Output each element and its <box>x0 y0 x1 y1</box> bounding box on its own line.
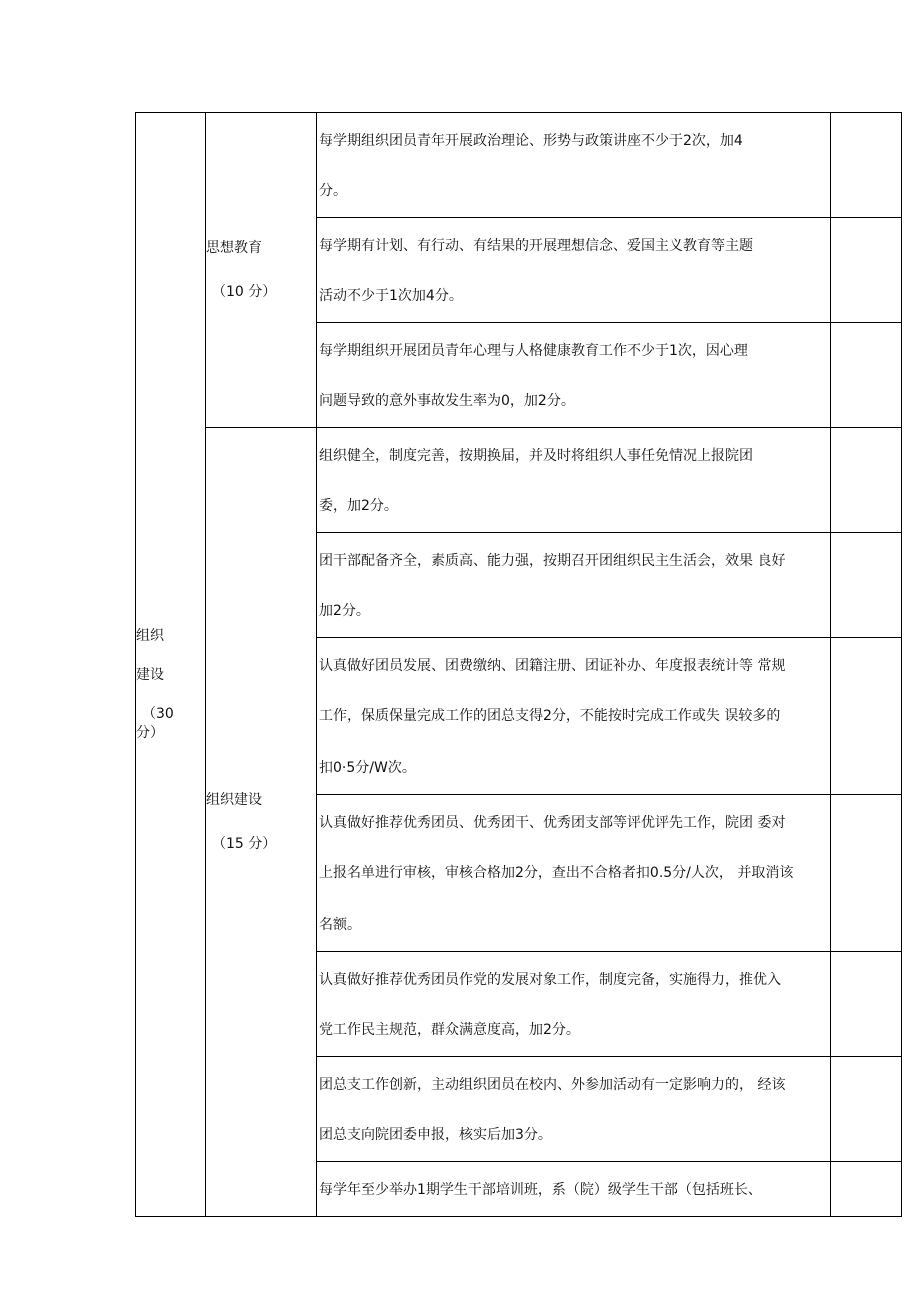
subcategory-score: （15 分） <box>212 836 277 852</box>
category-line: 组织 <box>136 627 164 644</box>
subcategory-cell <box>206 113 317 428</box>
criterion-cell <box>317 1162 831 1217</box>
criterion-line: 名额。 <box>319 917 361 933</box>
criterion-line: 扣0·5分/W次。 <box>319 760 416 776</box>
score-cell[interactable] <box>831 1162 902 1217</box>
criterion-cell <box>317 952 831 1057</box>
criterion-cell <box>317 323 831 428</box>
criterion-line: 组织健全，制度完善，按期换届，并及时将组织人事任免情况上报院团 <box>319 448 753 464</box>
criterion-line: 问题导致的意外事故发生率为0，加2分。 <box>319 393 575 409</box>
criterion-line: 分。 <box>319 183 347 199</box>
criterion-cell <box>317 428 831 533</box>
criterion-line: 认真做好推荐优秀团员、优秀团干、优秀团支部等评优评先工作，院团 委对 <box>319 815 786 831</box>
evaluation-table <box>135 112 902 1217</box>
score-cell[interactable] <box>831 1057 902 1162</box>
criterion-line: 团总支向院团委申报，核实后加3分。 <box>319 1127 552 1143</box>
criterion-line: 团干部配备齐全，素质高、能力强，按期召开团组织民主生活会，效果 良好 <box>319 553 786 569</box>
criterion-cell <box>317 113 831 218</box>
score-cell[interactable] <box>831 533 902 638</box>
criterion-cell <box>317 795 831 952</box>
criterion-line: 加2分。 <box>319 603 370 619</box>
score-cell[interactable] <box>831 323 902 428</box>
category-line: （30 <box>142 705 174 722</box>
criterion-line: 党工作民主规范，群众满意度高，加2分。 <box>319 1022 580 1038</box>
subcategory-score: （10 分） <box>212 284 277 300</box>
criterion-cell <box>317 638 831 795</box>
score-cell[interactable] <box>831 428 902 533</box>
criterion-line: 活动不少于1次加4分。 <box>319 288 463 304</box>
criterion-cell <box>317 1057 831 1162</box>
table-row <box>136 428 902 533</box>
criterion-line: 认真做好团员发展、团费缴纳、团籍注册、团证补办、年度报表统计等 常规 <box>319 658 786 674</box>
criterion-line: 认真做好推荐优秀团员作党的发展对象工作，制度完备，实施得力，推优入 <box>319 972 781 988</box>
category-line: 分） <box>136 724 164 741</box>
criterion-line: 委，加2分。 <box>319 498 398 514</box>
criterion-cell <box>317 218 831 323</box>
score-cell[interactable] <box>831 795 902 952</box>
criterion-line: 团总支工作创新，主动组织团员在校内、外参加活动有一定影响力的， 经该 <box>319 1077 786 1093</box>
score-cell[interactable] <box>831 638 902 795</box>
criterion-line: 工作，保质保量完成工作的团总支得2分，不能按时完成工作或失 误较多的 <box>319 708 781 724</box>
criterion-line: 每学年至少举办1期学生干部培训班，系（院）级学生干部（包括班长、 <box>319 1182 762 1198</box>
subcategory-name: 组织建设 <box>206 792 262 808</box>
score-cell[interactable] <box>831 218 902 323</box>
criterion-line: 每学期组织开展团员青年心理与人格健康教育工作不少于1次，因心理 <box>319 343 748 359</box>
category-line: 建设 <box>136 666 164 683</box>
criterion-line: 每学期有计划、有行动、有结果的开展理想信念、爱国主义教育等主题 <box>319 238 753 254</box>
category-cell <box>136 113 206 1217</box>
criterion-line: 上报名单进行审核，审核合格加2分，查出不合格者扣0.5分/人次， 并取消该 <box>319 865 794 881</box>
subcategory-name: 思想教育 <box>206 240 262 256</box>
score-cell[interactable] <box>831 113 902 218</box>
table-row <box>136 113 902 218</box>
subcategory-cell <box>206 428 317 1217</box>
criterion-line: 每学期组织团员青年开展政治理论、形势与政策讲座不少于2次，加4 <box>319 133 743 149</box>
score-cell[interactable] <box>831 952 902 1057</box>
criterion-cell <box>317 533 831 638</box>
